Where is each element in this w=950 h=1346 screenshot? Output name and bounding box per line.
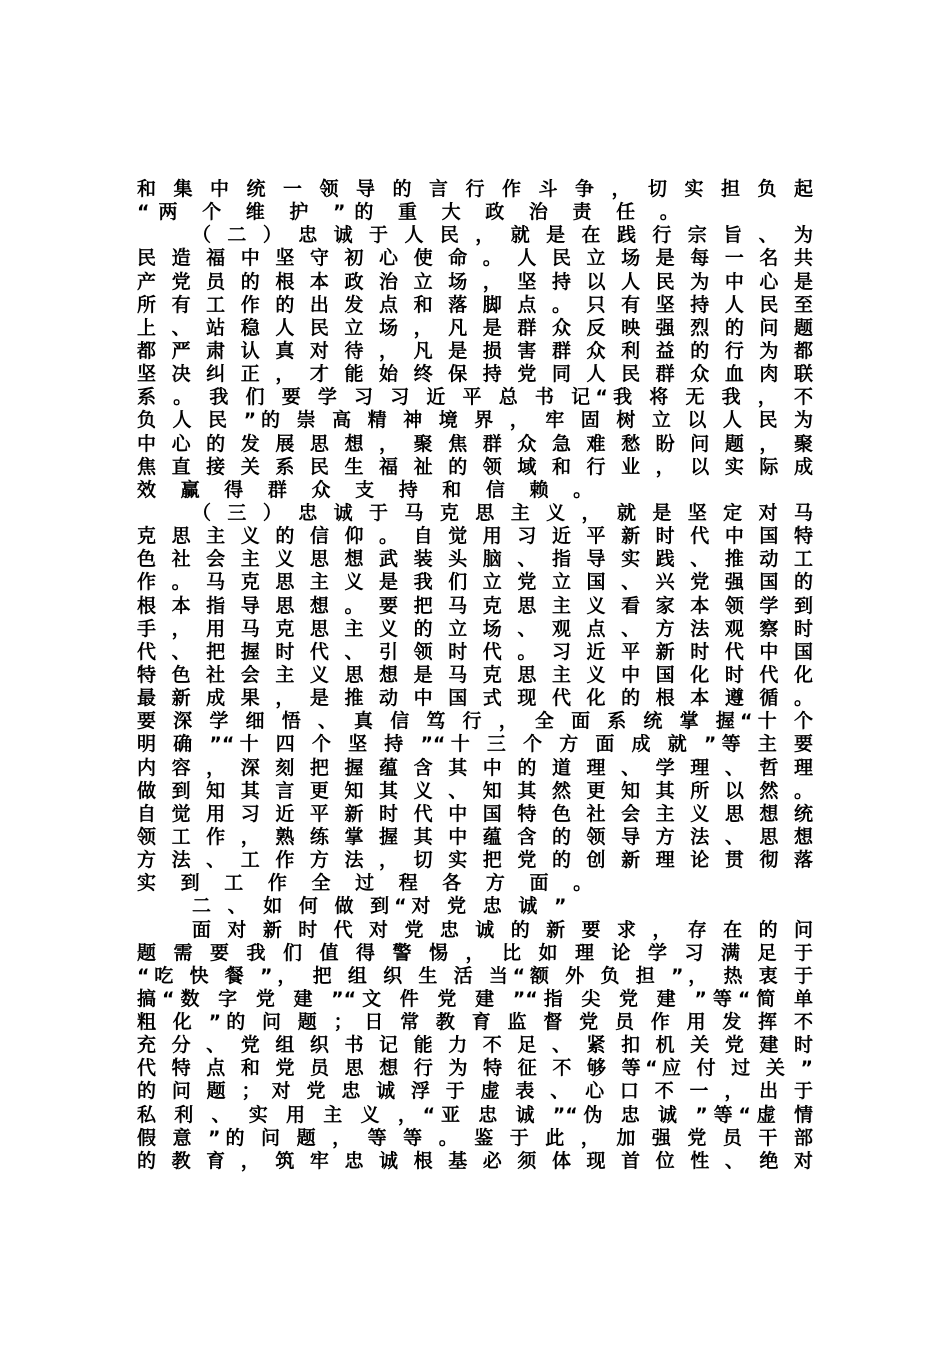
text-line: 代 特 点 和 党 员 思 想 行 为 特 征 不 够 等“应 付 过 关 ”: [137, 1057, 813, 1080]
text-line: “两 个 维 护 ”的 重 大 政 治 责 任 。: [137, 201, 688, 224]
body-text: [137, 178, 813, 1173]
text-line: 民 造 福 中 坚 守 初 心 使 命 。 人 民 立 场 是 每 一 名 共: [137, 247, 813, 270]
text-line: 负 人 民 ”的 崇 高 精 神 境 界 ， 牢 固 树 立 以 人 民 为: [137, 409, 813, 432]
text-line: 方 法 、 工 作 方 法 ， 切 实 把 党 的 创 新 理 论 贯 彻 落: [137, 849, 813, 872]
text-line: 和 集 中 统 一 领 导 的 言 行 作 斗 争 ， 切 实 担 负 起: [137, 178, 813, 200]
text-line: 假 意 ”的 问 题 ， 等 等 。 鉴 于 此 ， 加 强 党 员 干 部: [137, 1126, 813, 1149]
text-line: 手 ， 用 马 克 思 主 义 的 立 场 、 观 点 、 方 法 观 察 时: [137, 617, 813, 640]
section-heading-line: （ 二 ） 忠 诚 于 人 民 ， 就 是 在 践 行 宗 旨 、 为: [192, 224, 813, 247]
text-line: 最 新 成 果 ， 是 推 动 中 国 式 现 代 化 的 根 本 遵 循 。: [137, 687, 813, 710]
text-line: “吃 快 餐 ”， 把 组 织 生 活 当“额 外 负 担 ”， 热 衷 于: [137, 964, 813, 987]
text-line: 充 分 、 党 组 织 书 记 能 力 不 足 、 紧 扣 机 关 党 建 时: [137, 1034, 813, 1057]
text-line: 焦 直 接 关 系 民 生 福 祉 的 领 域 和 行 业 ， 以 实 际 成: [137, 455, 813, 478]
text-line: 题 需 要 我 们 值 得 警 惕 ， 比 如 理 论 学 习 满 足 于: [137, 941, 813, 964]
text-line: 系 。 我 们 要 学 习 习 近 平 总 书 记“我 将 无 我 ， 不: [137, 386, 813, 409]
text-line: 面 对 新 时 代 对 党 忠 诚 的 新 要 求 ， 存 在 的 问: [192, 918, 813, 941]
text-line: 搞“数 字 党 建 ”“文 件 党 建 ”“指 尖 党 建 ”等“简 单: [137, 987, 813, 1010]
text-line: 要 深 学 细 悟 、 真 信 笃 行 ， 全 面 系 统 掌 握“十 个: [137, 710, 813, 733]
section-heading-line: （ 三 ） 忠 诚 于 马 克 思 主 义 ， 就 是 坚 定 对 马: [192, 501, 813, 524]
text-line: 特 色 社 会 主 义 思 想 是 马 克 思 主 义 中 国 化 时 代 化: [137, 663, 813, 686]
section-title: 二 、 如 何 做 到“对 党 忠 诚 ”: [192, 895, 572, 918]
text-line: 产 党 员 的 根 本 政 治 立 场 ， 坚 持 以 人 民 为 中 心 是: [137, 270, 813, 293]
text-line: 中 心 的 发 展 思 想 ， 聚 焦 群 众 急 难 愁 盼 问 题 ， 聚: [137, 432, 813, 455]
text-line: 克 思 主 义 的 信 仰 。 自 觉 用 习 近 平 新 时 代 中 国 特: [137, 525, 813, 548]
text-line: 代 、 把 握 时 代 、 引 领 时 代 。 习 近 平 新 时 代 中 国: [137, 640, 813, 663]
text-line: 实 到 工 作 全 过 程 各 方 面 。: [137, 872, 602, 895]
text-line: 所 有 工 作 的 出 发 点 和 落 脚 点 。 只 有 坚 持 人 民 至: [137, 293, 813, 316]
text-line: 私 利 、 实 用 主 义 ，“亚 忠 诚 ”“伪 忠 诚 ”等“虚 情: [137, 1103, 813, 1126]
text-line: 做 到 知 其 言 更 知 其 义 、 知 其 然 更 知 其 所 以 然 。: [137, 779, 813, 802]
text-line: 根 本 指 导 思 想 。 要 把 马 克 思 主 义 看 家 本 领 学 到: [137, 594, 813, 617]
text-line: 粗 化 ”的 问 题 ； 日 常 教 育 监 督 党 员 作 用 发 挥 不: [137, 1011, 813, 1034]
text-line: 领 工 作 ， 熟 练 掌 握 其 中 蕴 含 的 领 导 方 法 、 思 想: [137, 825, 813, 848]
text-line: 坚 决 纠 正 ， 才 能 始 终 保 持 党 同 人 民 群 众 血 肉 联: [137, 363, 813, 386]
text-line: 明 确 ”“十 四 个 坚 持 ”“十 三 个 方 面 成 就 ”等 主 要: [137, 733, 813, 756]
text-line: 效 赢 得 群 众 支 持 和 信 赖 。: [137, 478, 602, 501]
text-line: 上 、 站 稳 人 民 立 场 ， 凡 是 群 众 反 映 强 烈 的 问 题: [137, 316, 813, 339]
text-line: 内 容 ， 深 刻 把 握 蕴 含 其 中 的 道 理 、 学 理 、 哲 理: [137, 756, 813, 779]
text-line: 都 严 肃 认 真 对 待 ， 凡 是 损 害 群 众 利 益 的 行 为 都: [137, 339, 813, 362]
text-line: 色 社 会 主 义 思 想 武 装 头 脑 、 指 导 实 践 、 推 动 工: [137, 548, 813, 571]
text-line: 自 觉 用 习 近 平 新 时 代 中 国 特 色 社 会 主 义 思 想 统: [137, 802, 813, 825]
text-line: 的 问 题 ； 对 党 忠 诚 浮 于 虚 表 、 心 口 不 一 ， 出 于: [137, 1080, 813, 1103]
text-line: 作 。 马 克 思 主 义 是 我 们 立 党 立 国 、 兴 党 强 国 的: [137, 571, 813, 594]
text-line: 的 教 育 ， 筑 牢 忠 诚 根 基 必 须 体 现 首 位 性 、 绝 对: [137, 1149, 813, 1172]
